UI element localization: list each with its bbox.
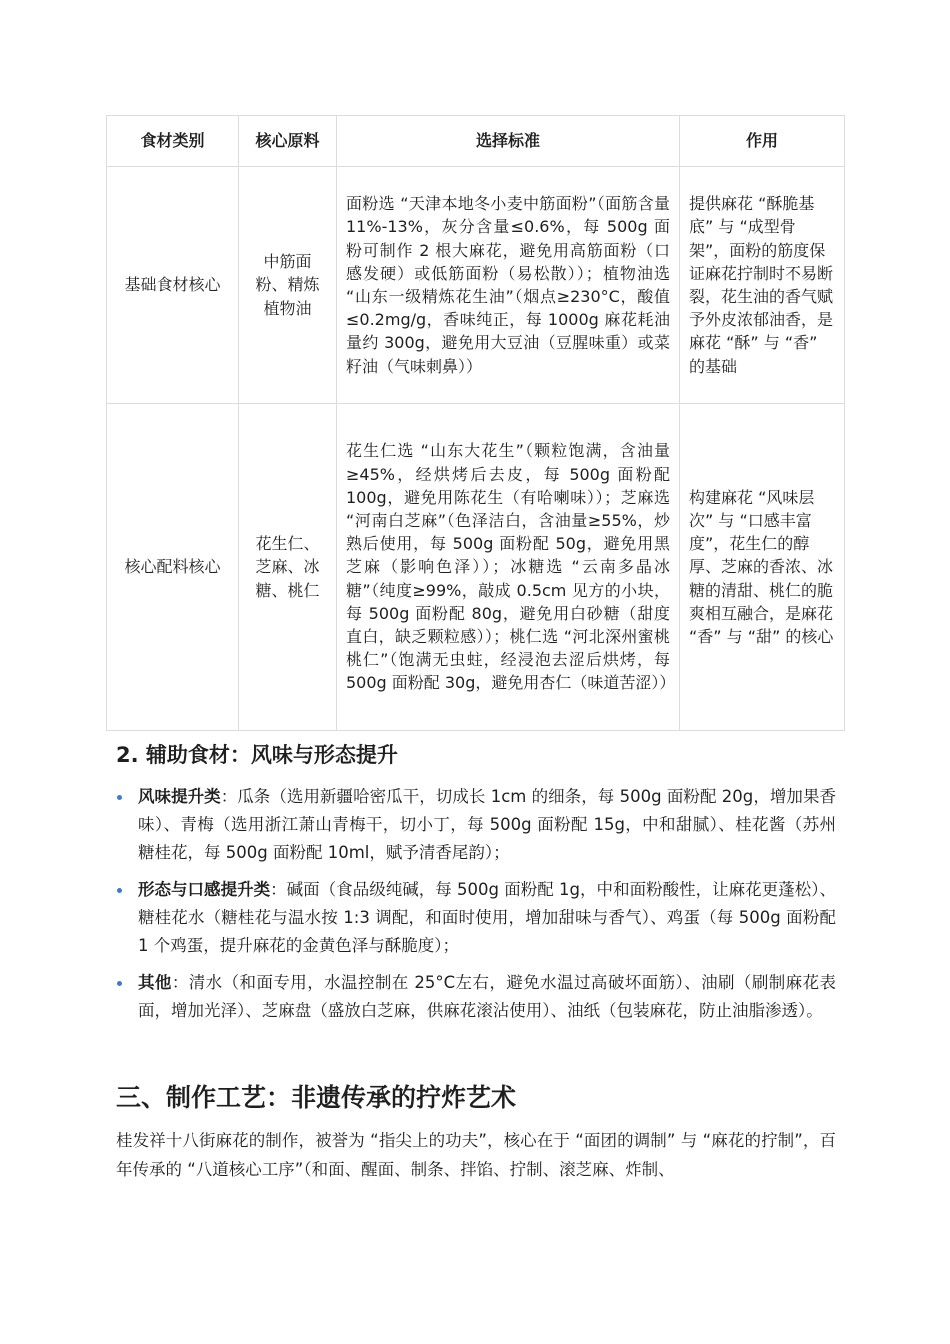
- header-selection-standard: 选择标准: [337, 116, 680, 167]
- cell-selection-standard: 花生仁选 “山东大花生”（颗粒饱满，含油量≥45%，经烘烤后去皮，每 500g 面粉配 100g，避免用陈花生（有哈喇味））；芝麻选 “河南白芝麻”（色泽洁白，含油量≥55%，炒熟后使用，每 500g 面粉配 50g，避免用黑芝麻（影响色泽））；冰糖选 “云南多晶冰糖”（纯度≥99%，敲成 0.5cm 见方的小块，每 500g 面粉配 80g，避免用白砂糖（甜度直白，缺乏颗粒感））；桃仁选 “河北深州蜜桃桃仁”（饱满无虫蛀，经浸泡去涩后烘烤，每 500g 面粉配 30g，避免用杏仁（味道苦涩））: [337, 404, 680, 731]
- bullet-icon: [117, 795, 122, 800]
- list-item-separator: ：: [171, 973, 189, 992]
- header-effect: 作用: [680, 116, 845, 167]
- list-item-separator: ：: [220, 787, 238, 806]
- cell-core-ingredient: 中筋面粉、精炼植物油: [239, 167, 337, 404]
- table-header-row: [107, 116, 845, 167]
- section-paragraph: 桂发祥十八街麻花的制作，被誉为 “指尖上的功夫”，核心在于 “面团的调制” 与 “麻花的拧制”，百年传承的 “八道核心工序”（和面、醒面、制条、拌馅、拧制、滚芝麻、炸制、: [116, 1131, 836, 1179]
- header-core-ingredient: 核心原料: [239, 116, 337, 167]
- cell-selection-standard: 面粉选 “天津本地冬小麦中筋面粉”（面筋含量 11%-13%，灰分含量≤0.6%，每 500g 面粉可制作 2 根大麻花，避免用高筋面粉（口感发硬）或低筋面粉（易松散））；植物油选 “山东一级精炼花生油”（烟点≥230°C，酸值≤0.2mg/g，香味纯正，每 1000g 麻花耗油量约 300g，避免用大豆油（豆腥味重）或菜籽油（气味刺鼻））: [337, 167, 680, 404]
- cell-effect: 构建麻花 “风味层次” 与 “口感丰富度”，花生仁的醇厚、芝麻的香浓、冰糖的清甜、桃仁的脆爽相互融合，是麻花 “香” 与 “甜” 的核心: [680, 404, 845, 731]
- list-item: [116, 969, 836, 1025]
- cell-category: 核心配料核心: [107, 404, 239, 731]
- list-item-separator: ：: [270, 880, 287, 899]
- list-item-label: 风味提升类: [138, 787, 221, 806]
- table-row: [107, 167, 845, 404]
- header-category: 食材类别: [107, 116, 239, 167]
- list-item-label: 形态与口感提升类: [138, 880, 271, 899]
- list-item-text: 清水（和面专用，水温控制在 25°C左右，避免水温过高破坏面筋）、油刷（刷制麻花表面，增加光泽）、芝麻盘（盛放白芝麻，供麻花滚沾使用）、油纸（包装麻花，防止油脂渗透）。: [138, 973, 837, 1020]
- list-item-label: 其他: [138, 973, 172, 992]
- section-heading-production-process: 三、制作工艺：非遗传承的拧炸艺术: [116, 1083, 517, 1112]
- table-row: [107, 404, 845, 731]
- list-item-text: 瓜条（选用新疆哈密瓜干，切成长 1cm 的细条，每 500g 面粉配 20g，增加果香味）、青梅（选用浙江萧山青梅干，切小丁，每 500g 面粉配 15g，中和甜腻）、桂花酱（苏州糖桂花，每 500g 面粉配 10ml，赋予清香尾韵）；: [138, 787, 836, 862]
- ingredient-table: [106, 115, 845, 731]
- cell-core-ingredient: 花生仁、芝麻、冰糖、桃仁: [239, 404, 337, 731]
- list-item: [116, 876, 836, 960]
- bullet-icon: [117, 981, 122, 986]
- list-item-text: 碱面（食品级纯碱，每 500g 面粉配 1g，中和面粉酸性，让麻花更蓬松）、糖桂花水（糖桂花与温水按 1:3 调配，和面时使用，增加甜味与香气）、鸡蛋（每 500g 面粉配 1 个鸡蛋，提升麻花的金黄色泽与酥脆度）；: [138, 880, 837, 955]
- bullet-icon: [117, 888, 122, 893]
- auxiliary-ingredients-heading: 2. 辅助食材：风味与形态提升: [116, 743, 398, 767]
- auxiliary-ingredients-list: [116, 783, 836, 1034]
- cell-category: 基础食材核心: [107, 167, 239, 404]
- list-item: [116, 783, 836, 867]
- cell-effect: 提供麻花 “酥脆基底” 与 “成型骨架”，面粉的筋度保证麻花拧制时不易断裂，花生油的香气赋予外皮浓郁油香，是麻花 “酥” 与 “香” 的基础: [680, 167, 845, 404]
